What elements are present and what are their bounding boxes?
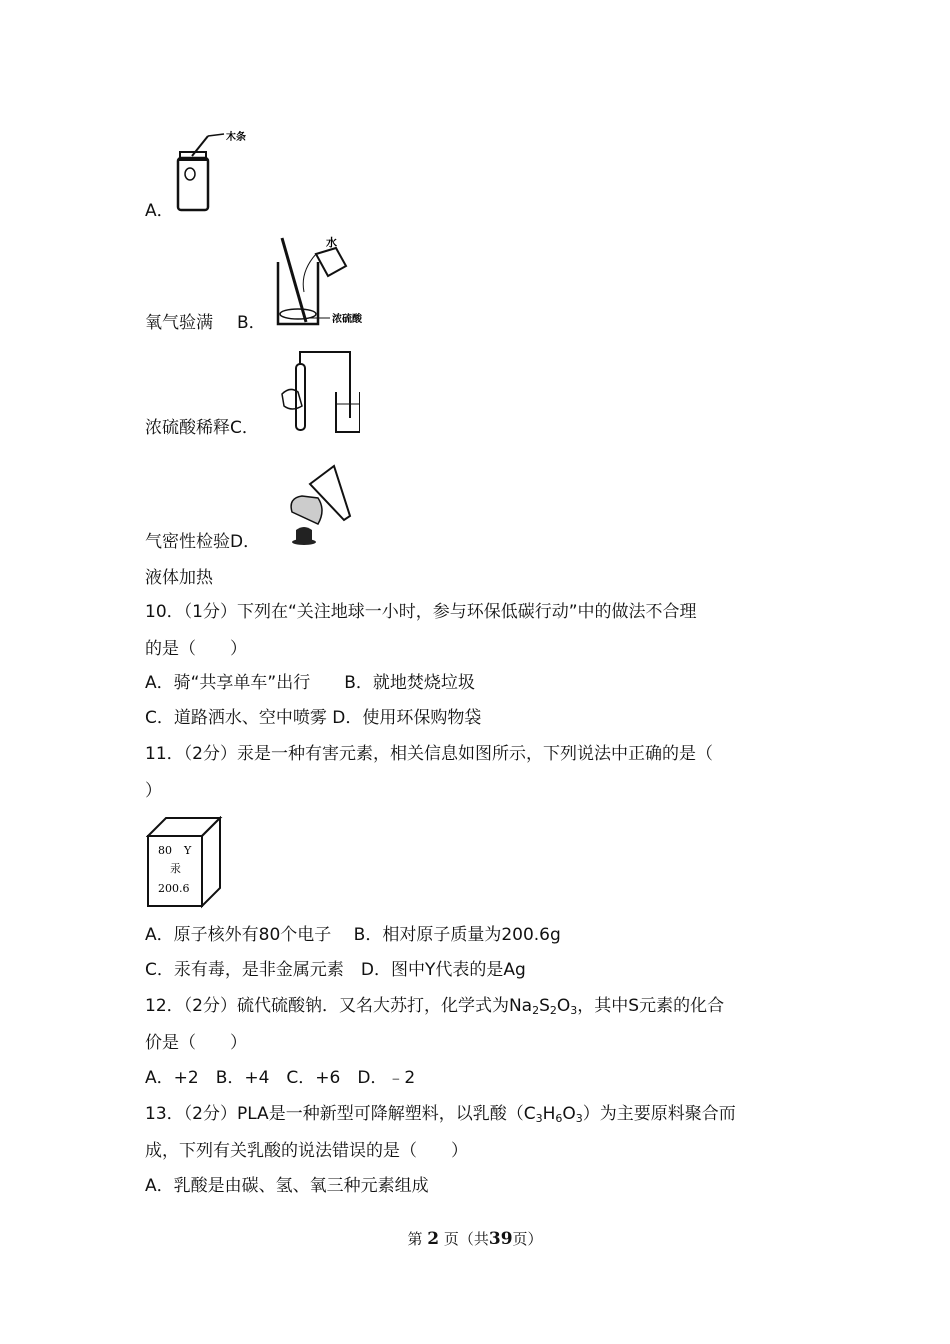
q9-option-a-label: A． xyxy=(145,201,174,221)
q13-stem-line2: 成，下列有关乳酸的说法错误的是（ ） xyxy=(145,1141,468,1161)
formula-na: Na xyxy=(508,996,533,1016)
acid-dilution-figure xyxy=(270,232,370,332)
q10-options-line1: A．骑“共享单车”出行 B．就地焚烧垃圾 xyxy=(145,673,475,693)
q10-options-line2: C．道路洒水、空中喷雾 D．使用环保购物袋 xyxy=(145,708,482,728)
q9-option-d-label: D． xyxy=(230,532,261,552)
q12-options: A．+2 B．+4 C．+6 D．﹣2 xyxy=(145,1068,416,1088)
atomic-number: 80 xyxy=(158,844,172,857)
q13-stem-line1: 13．（2分）PLA是一种新型可降解塑料，以乳酸$(C_3H_6O_3)$为主要原料聚合而 xyxy=(145,1104,736,1125)
q12-stem-line2: 价是（ ） xyxy=(145,1033,247,1053)
q9-option-d-caption: 液体加热 xyxy=(145,568,213,588)
atomic-mass: 200.6 xyxy=(158,882,190,895)
element-card-figure xyxy=(146,816,224,910)
q10-stem-line1: 10．（1分）下列在“关注地球一小时，参与环保低碳行动”中的做法不合理 xyxy=(145,602,697,622)
element-symbol: Y xyxy=(184,844,192,857)
q12-stem-line1: 12．（2分）硫代硫酸钠．又名大苏打，化学式为$Na_2S_2O_3$，其中S元素的化合 xyxy=(145,996,725,1017)
q11-options-line2: C．汞有毒，是非金属元素 D．图中Y代表的是Ag xyxy=(145,960,526,980)
q11-stem-line1: 11．（2分）汞是一种有害元素，相关信息如图所示，下列说法中正确的是（ xyxy=(145,744,713,764)
q11-options-line1: A．原子核外有80个电子 B．相对原子质量为200.6g xyxy=(145,925,561,945)
q11-stem-line2: ） xyxy=(145,781,162,801)
page-footer: 第 2 页（共39页） xyxy=(407,1229,543,1249)
page-number: 2 xyxy=(427,1229,440,1249)
q9-option-d-row xyxy=(145,530,260,554)
q9-option-a-caption: 氧气验满 xyxy=(145,313,213,333)
acid-label: 浓硫酸 xyxy=(332,314,362,325)
element-name: 汞 xyxy=(170,862,181,875)
airtightness-figure xyxy=(280,348,360,438)
splint-label: 木条 xyxy=(226,132,246,143)
q13-option-a: A．乳酸是由碳、氢、氧三种元素组成 xyxy=(145,1176,429,1196)
liquid-heating-figure xyxy=(282,458,362,552)
q9-option-b-label: B． xyxy=(237,313,266,333)
q9-option-c-label: C． xyxy=(230,418,259,438)
q9-option-c-row xyxy=(145,416,259,440)
q10-stem-line2: 的是（ ） xyxy=(145,639,247,659)
q9-option-c-caption: 气密性检验 xyxy=(145,532,230,552)
total-pages: 39 xyxy=(488,1229,513,1249)
q9-option-b-row xyxy=(145,311,266,335)
q9-option-b-caption: 浓硫酸稀释 xyxy=(145,418,230,438)
water-label: 水 xyxy=(326,236,337,249)
oxygen-test-figure xyxy=(172,128,252,216)
